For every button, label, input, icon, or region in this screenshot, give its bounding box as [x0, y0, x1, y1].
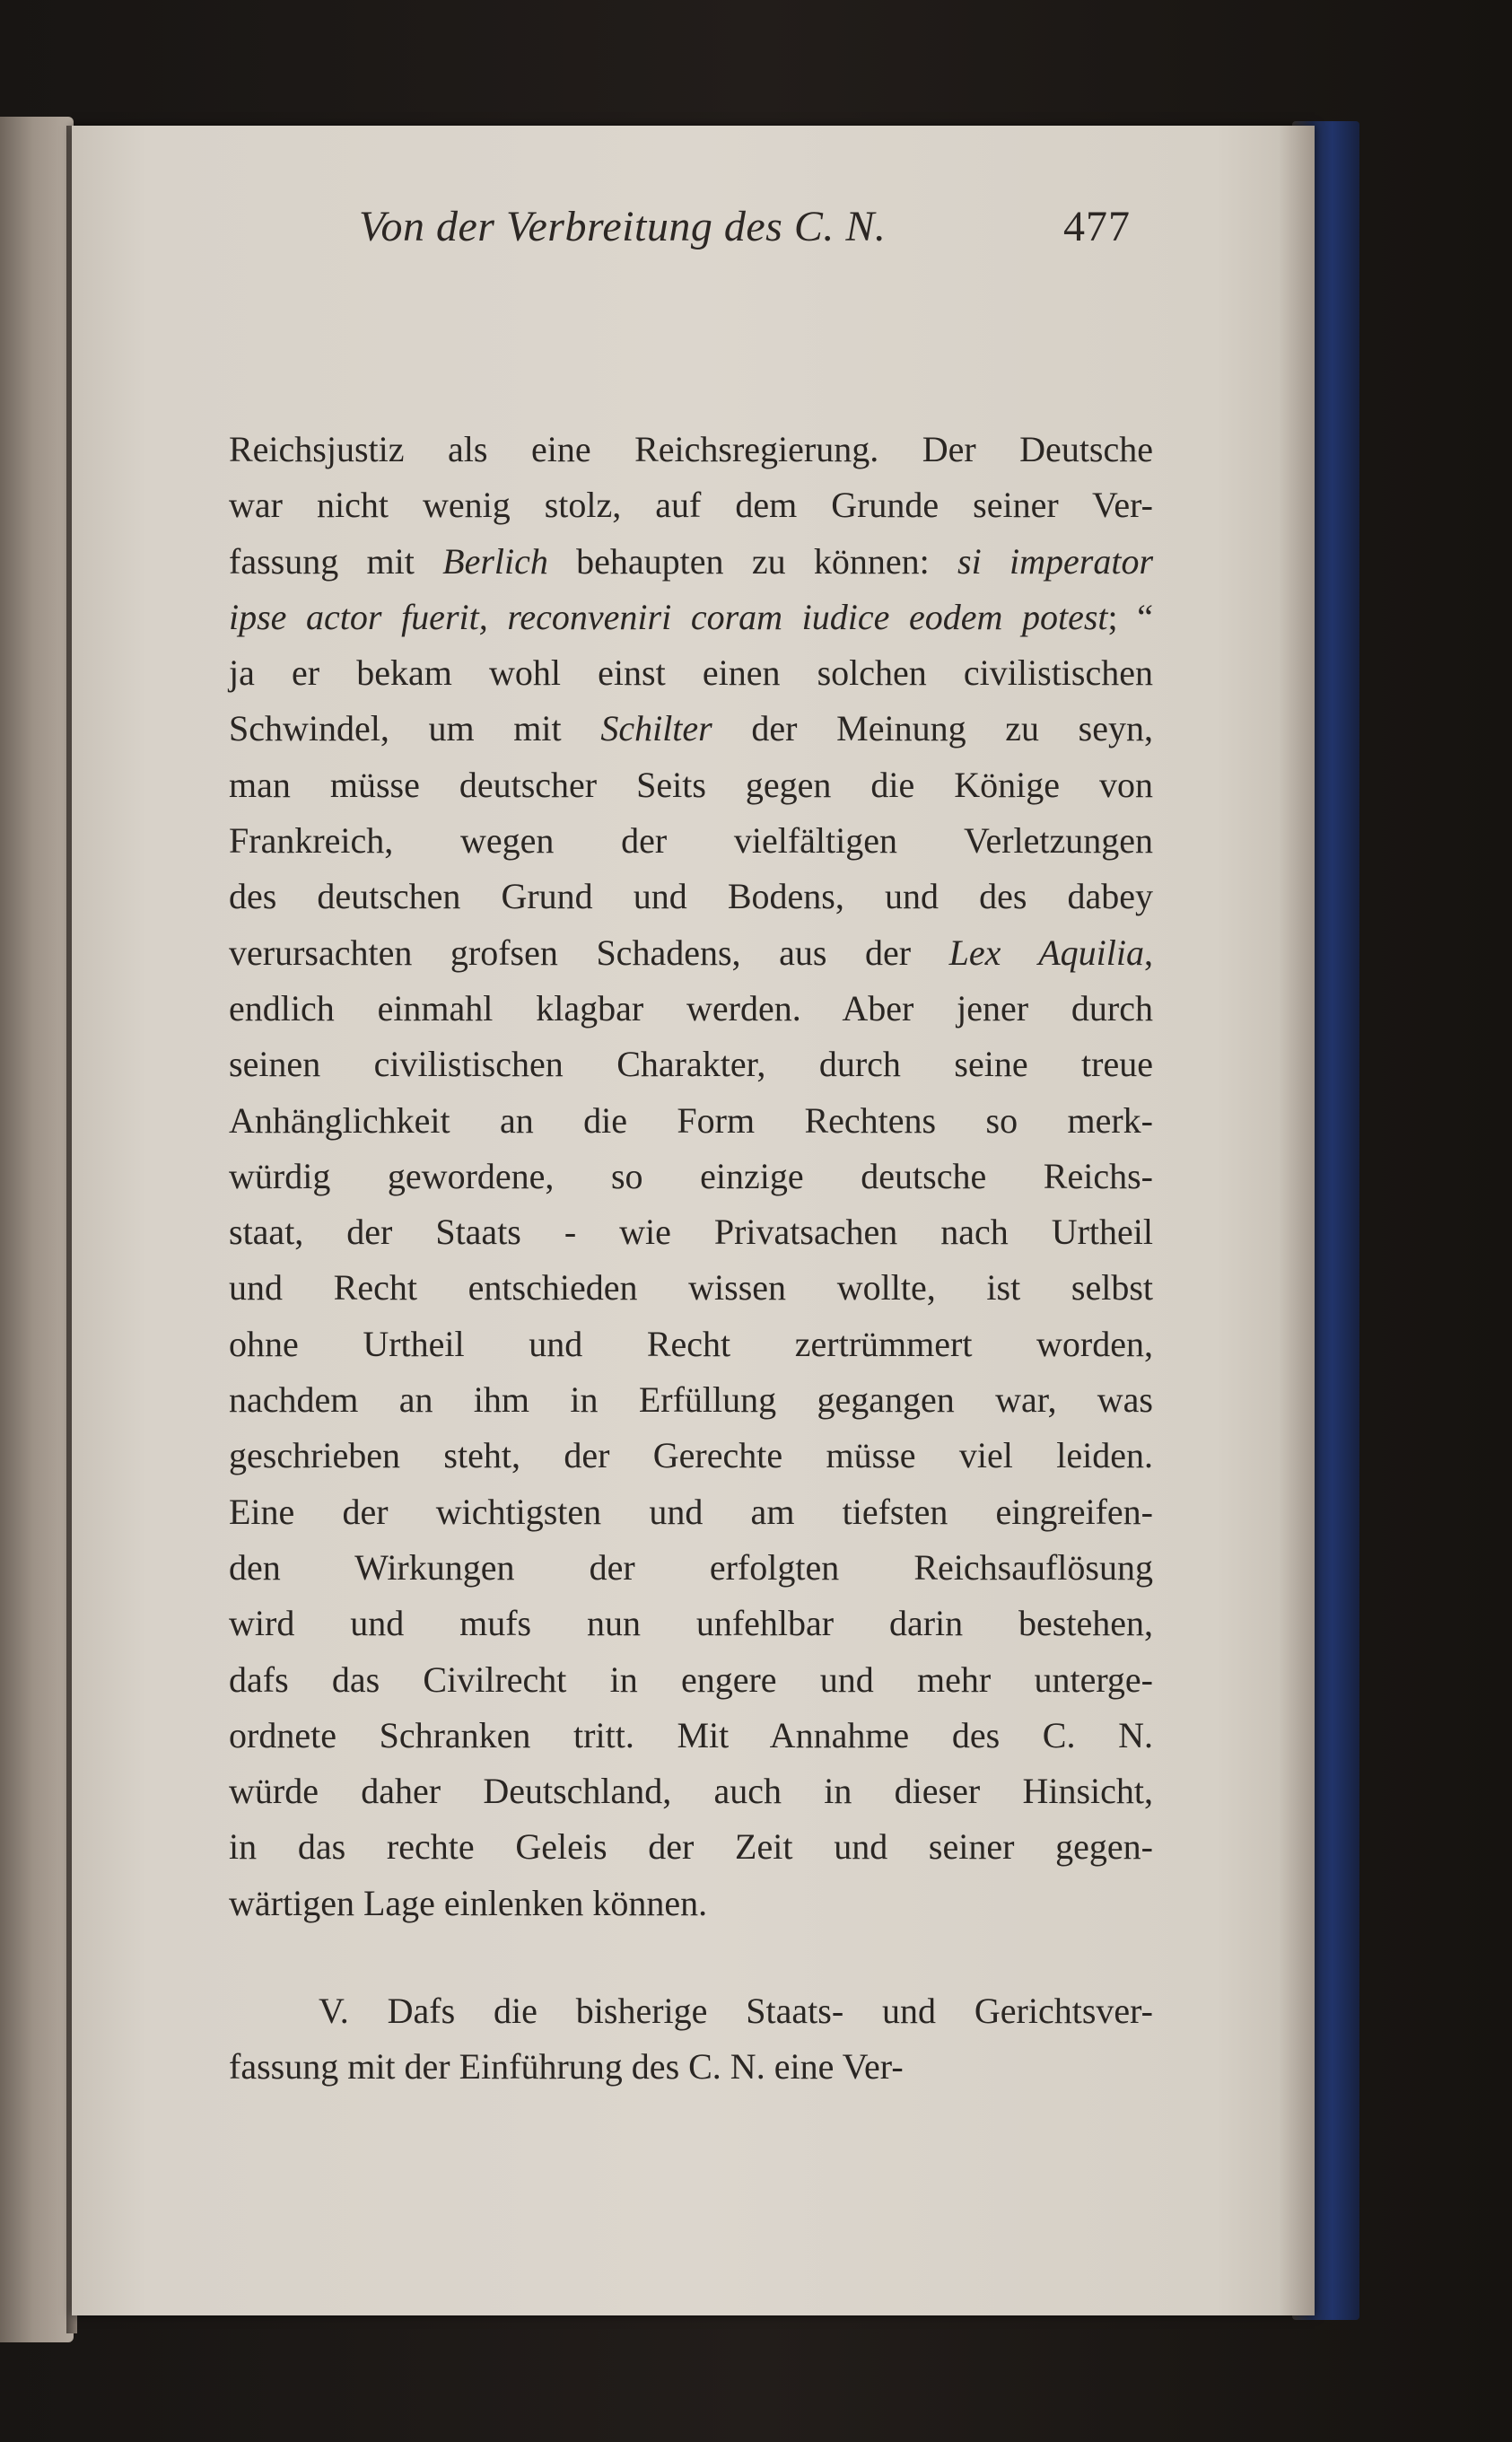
text-line: ohne Urtheil und Recht zertrümmert worden, [229, 1323, 1153, 1364]
italic-text: si imperator [957, 540, 1154, 582]
text-line: den Wirkungen der erfolgten Reichsauflösung [229, 1546, 1153, 1588]
paragraph-gap [229, 1931, 1153, 1983]
text-line: Reichsjustiz als eine Reichsregierung. Der Deutsche [229, 429, 1153, 469]
italic-text: Berlich [442, 540, 548, 582]
paragraph-1 [229, 422, 1153, 1931]
italic-text: ipse actor fuerit, reconveniri coram iudice eodem potest [229, 596, 1108, 637]
text-line: Frankreich, wegen der vielfältigen Verletzungen [229, 820, 1153, 862]
text-line: und Recht entschieden wissen wollte, ist selbst [229, 1267, 1153, 1309]
text-line: des deutschen Grund und Bodens, und des dabey [229, 876, 1153, 917]
text-line: würde daher Deutschland, auch in dieser Hinsicht, [229, 1771, 1153, 1812]
text-line: V. Dafs die bisherige Staats- und Gerichtsver- [319, 1991, 1153, 2032]
text-line: nachdem an ihm in Erfüllung gegangen war, was [229, 1379, 1153, 1421]
text-line: war nicht wenig stolz, auf dem Grunde seiner Ver- [229, 485, 1153, 526]
text-line: staat, der Staats - wie Privatsachen nach Urtheil [229, 1212, 1153, 1253]
page-header [287, 202, 1149, 265]
text-line: wärtigen Lage einlenken können. [229, 1882, 708, 1923]
text-line: verursachten grofsen Schadens, aus der Lex Aquilia, [229, 932, 1153, 973]
text-line: Anhänglichkeit an die Form Rechtens so merk- [229, 1099, 1153, 1141]
text-line: fassung mit der Einführung des C. N. eine Ver- [229, 2046, 904, 2088]
text-line: ipse actor fuerit, reconveniri coram iudice eodem potest; “ [229, 596, 1153, 637]
text-line: fassung mit Berlich behaupten zu können: si imperator [229, 540, 1154, 582]
text-line: ordnete Schranken tritt. Mit Annahme des C. N. [229, 1714, 1153, 1755]
text-line: geschrieben steht, der Gerechte müsse viel leiden. [229, 1435, 1153, 1476]
text-line: dafs das Civilrecht in engere und mehr unterge- [229, 1659, 1153, 1700]
paragraph-2 [229, 1983, 1153, 2096]
text-line: endlich einmahl klagbar werden. Aber jener durch [229, 987, 1153, 1028]
text-line: man müsse deutscher Seits gegen die Könige von [229, 764, 1153, 805]
italic-text: Lex Aquilia [948, 932, 1144, 973]
text-line: ja er bekam wohl einst einen solchen civilistischen [229, 652, 1153, 694]
italic-text: Schilter [600, 708, 712, 749]
page-number: 477 [1063, 203, 1131, 250]
running-title: Von der Verbreitung des C. N. [359, 203, 887, 250]
text-line: Eine der wichtigsten und am tiefsten eingreifen- [229, 1491, 1153, 1532]
text-line: würdig gewordene, so einzige deutsche Reichs- [229, 1155, 1153, 1196]
previous-page-edge [0, 117, 74, 2342]
text-line: Schwindel, um mit Schilter der Meinung zu seyn, [229, 708, 1153, 749]
text-line: seinen civilistischen Charakter, durch seine treue [229, 1044, 1153, 1085]
text-line: wird und mufs nun unfehlbar darin bestehen, [229, 1603, 1153, 1644]
body-text [229, 422, 1153, 2096]
text-line: in das rechte Geleis der Zeit und seiner gegen- [229, 1826, 1153, 1868]
